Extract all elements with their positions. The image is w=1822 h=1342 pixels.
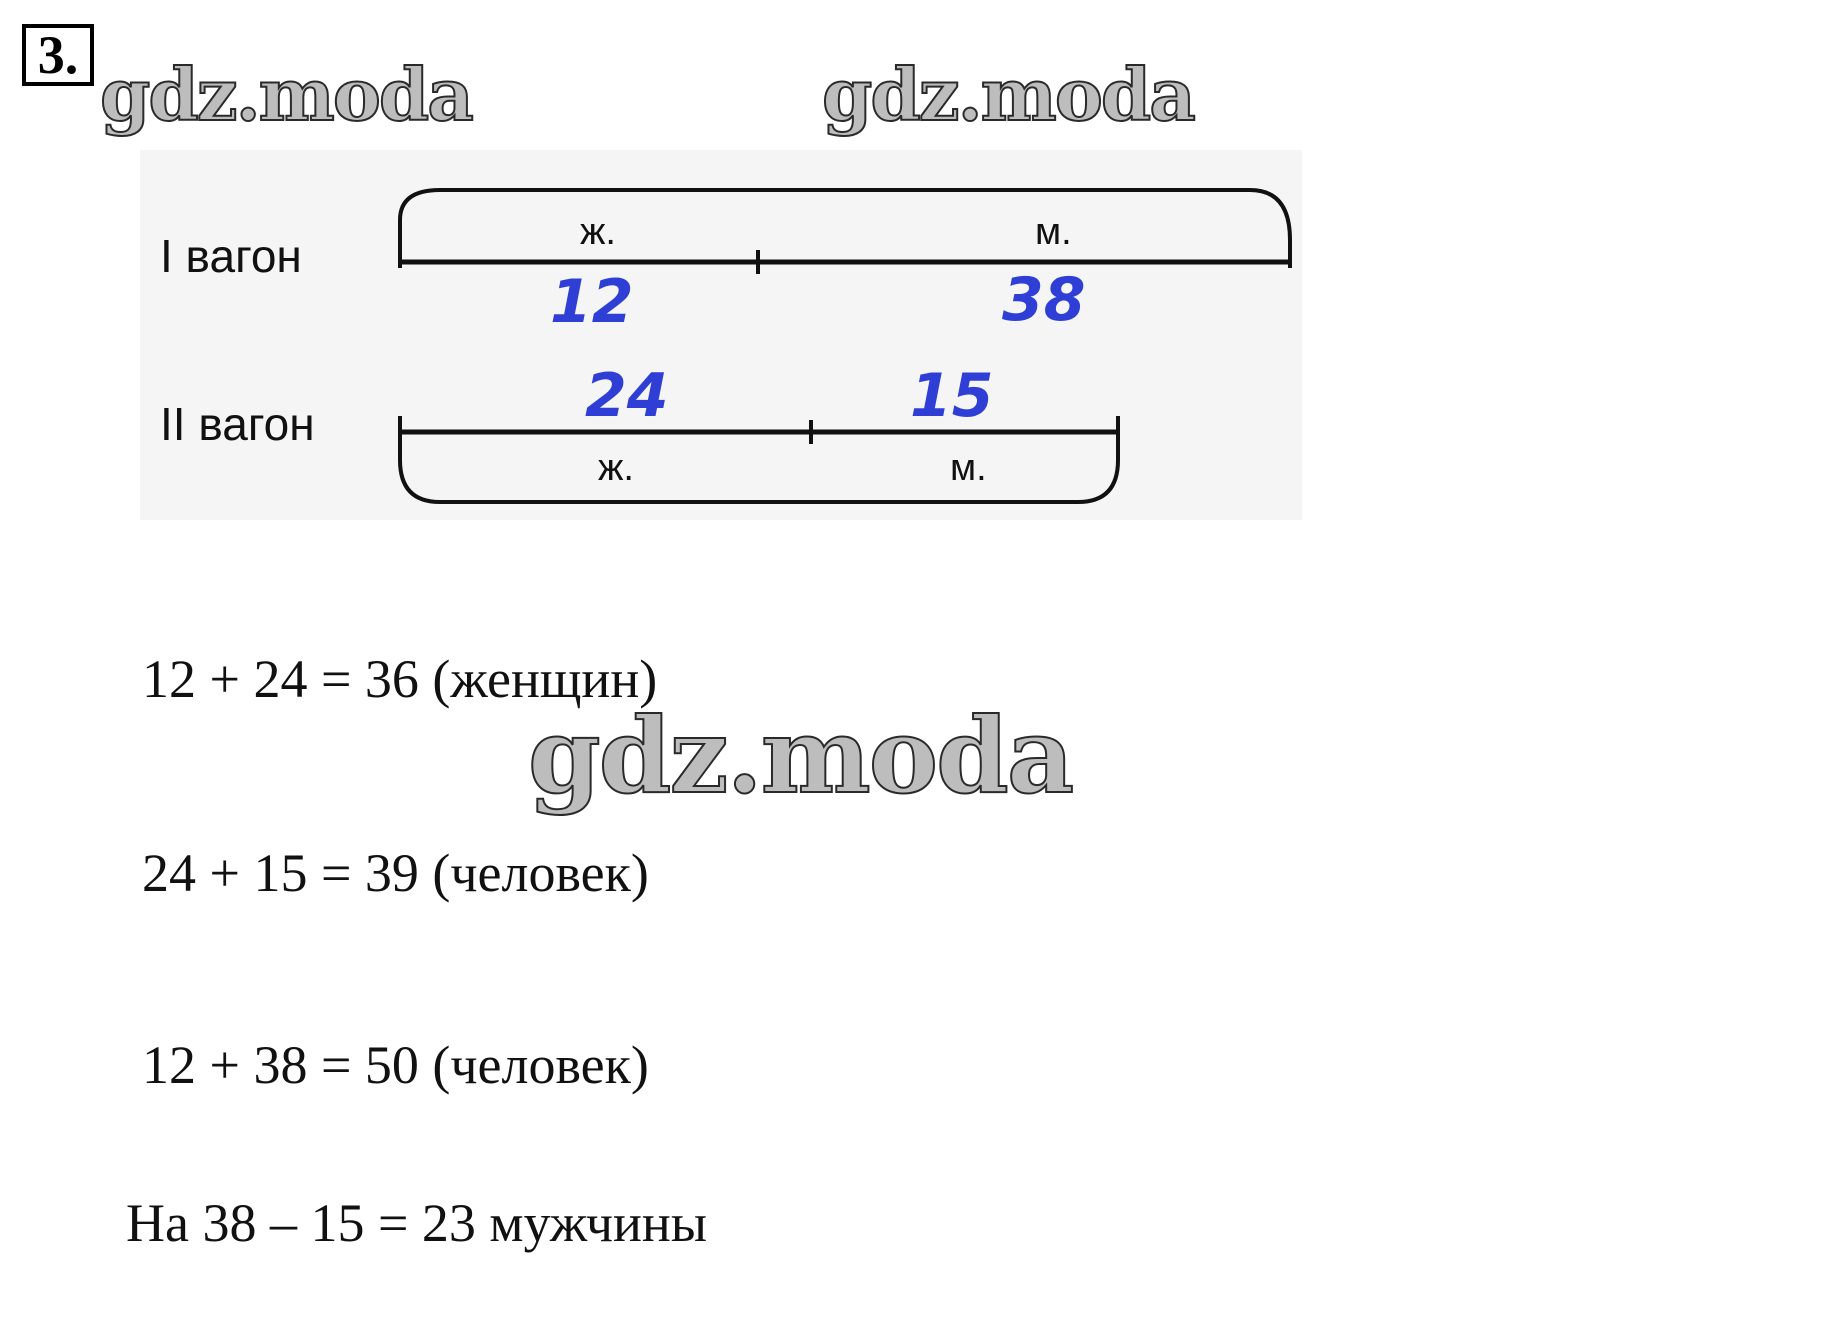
wagon2-men-value: 15 (910, 361, 994, 431)
task-number: 3. (22, 24, 94, 86)
wagon1-label: I вагон (160, 230, 302, 282)
wagon2-women-label: ж. (598, 447, 634, 489)
watermark: gdz.moda (822, 52, 1194, 137)
wagon1-men-value: 38 (1002, 265, 1086, 335)
solution-line-wagon1-total: 12 + 38 = 50 (человек) (142, 1035, 649, 1095)
diagram-drawing (140, 150, 1302, 520)
wagon2-women-value: 24 (585, 361, 669, 431)
wagon1-men-label: м. (1035, 211, 1072, 253)
wagon2-men-label: м. (950, 447, 987, 489)
wagon1-women-value: 12 (550, 267, 634, 337)
wagon1-brace (400, 190, 1290, 268)
wagon2-label: II вагон (160, 398, 315, 450)
solution-line-wagon2-total: 24 + 15 = 39 (человек) (142, 843, 649, 903)
solution-line-men-difference: На 38 – 15 = 23 мужчины (126, 1193, 708, 1253)
watermark: gdz.moda (100, 52, 472, 137)
wagon1-women-label: ж. (580, 211, 616, 253)
wagon2-brace (400, 416, 1118, 502)
solution-line-women-total: 12 + 24 = 36 (женщин) (142, 649, 658, 709)
segment-diagram (140, 150, 1302, 520)
watermark: gdz.moda (528, 694, 1073, 817)
